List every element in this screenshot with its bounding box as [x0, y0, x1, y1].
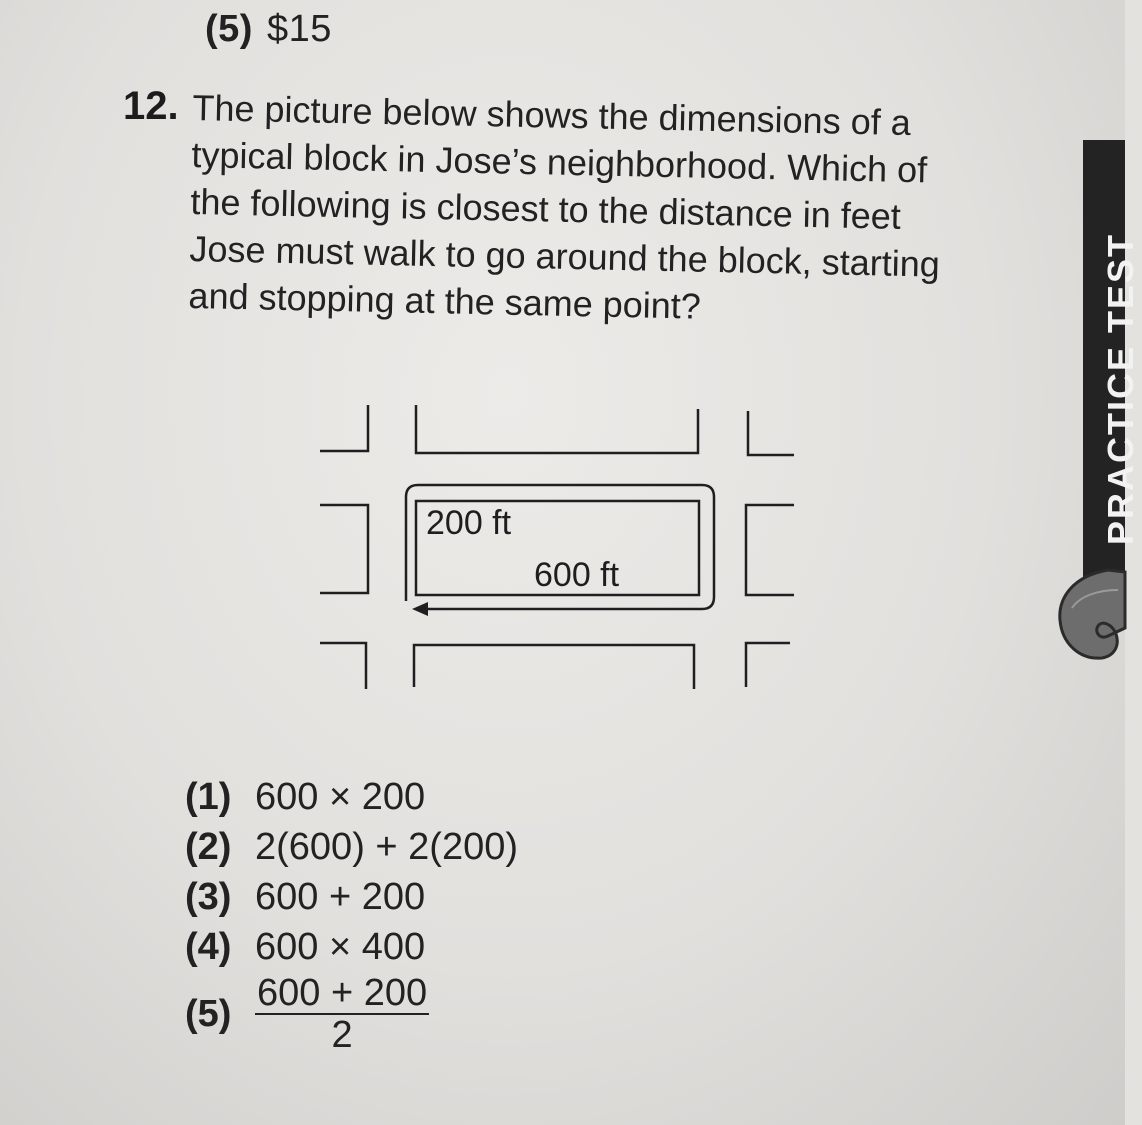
choice-number: (5): [185, 992, 232, 1035]
direction-arrow-icon: [412, 602, 428, 616]
fraction-denominator: 2: [331, 1014, 353, 1056]
question-line: the following is closest to the distance in feet: [190, 180, 902, 237]
question-text: [188, 84, 1023, 336]
answer-choice: [185, 772, 518, 822]
choice-number: (3): [185, 875, 232, 918]
choice-number: (1): [185, 775, 232, 818]
street-corner-bottom-left: [320, 643, 366, 689]
block-diagram: [300, 385, 810, 695]
fraction: [255, 973, 429, 1055]
question-line: The picture below shows the dimensions of a: [192, 86, 912, 144]
choice-text: 600 × 400: [255, 925, 426, 968]
question-line: and stopping at the same point?: [188, 274, 702, 327]
street-corner-bottom-right: [746, 643, 790, 687]
choice-number: (2): [185, 825, 232, 868]
street-corner-top-right: [748, 411, 794, 455]
page-tab-curl-icon: [1058, 568, 1125, 663]
choice-number: (4): [185, 925, 232, 968]
block-width-label: 200 ft: [426, 504, 512, 542]
street-corner-mid-left: [320, 505, 368, 593]
answer-choice: [185, 872, 518, 922]
block-bottom-edge: [414, 645, 694, 689]
street-corner-mid-right: [746, 505, 794, 595]
choice-text: 2(600) + 2(200): [255, 825, 518, 868]
answer-choice: [185, 822, 518, 872]
question-line: typical block in Jose’s neighborhood. Which of: [191, 133, 928, 191]
previous-answer-number: (5): [205, 8, 253, 50]
fraction-numerator: 600 + 200: [257, 972, 428, 1014]
answer-choice: [185, 922, 518, 972]
question-line: Jose must walk to go around the block, starting: [189, 227, 941, 285]
choice-text: 600 + 200: [255, 875, 426, 918]
choice-text: 600 × 200: [255, 775, 426, 818]
block-length-label: 600 ft: [534, 556, 620, 594]
question-number: 12.: [123, 84, 179, 128]
street-corner-top-left: [320, 405, 368, 451]
answer-choice: [185, 974, 518, 1054]
answer-choices: [185, 772, 518, 1054]
section-side-tab-label: PRACTICE TEST: [1100, 232, 1141, 545]
block-top-edge: [416, 405, 698, 453]
previous-answer-value: $15: [266, 8, 332, 50]
previous-answer-choice: [205, 8, 332, 51]
